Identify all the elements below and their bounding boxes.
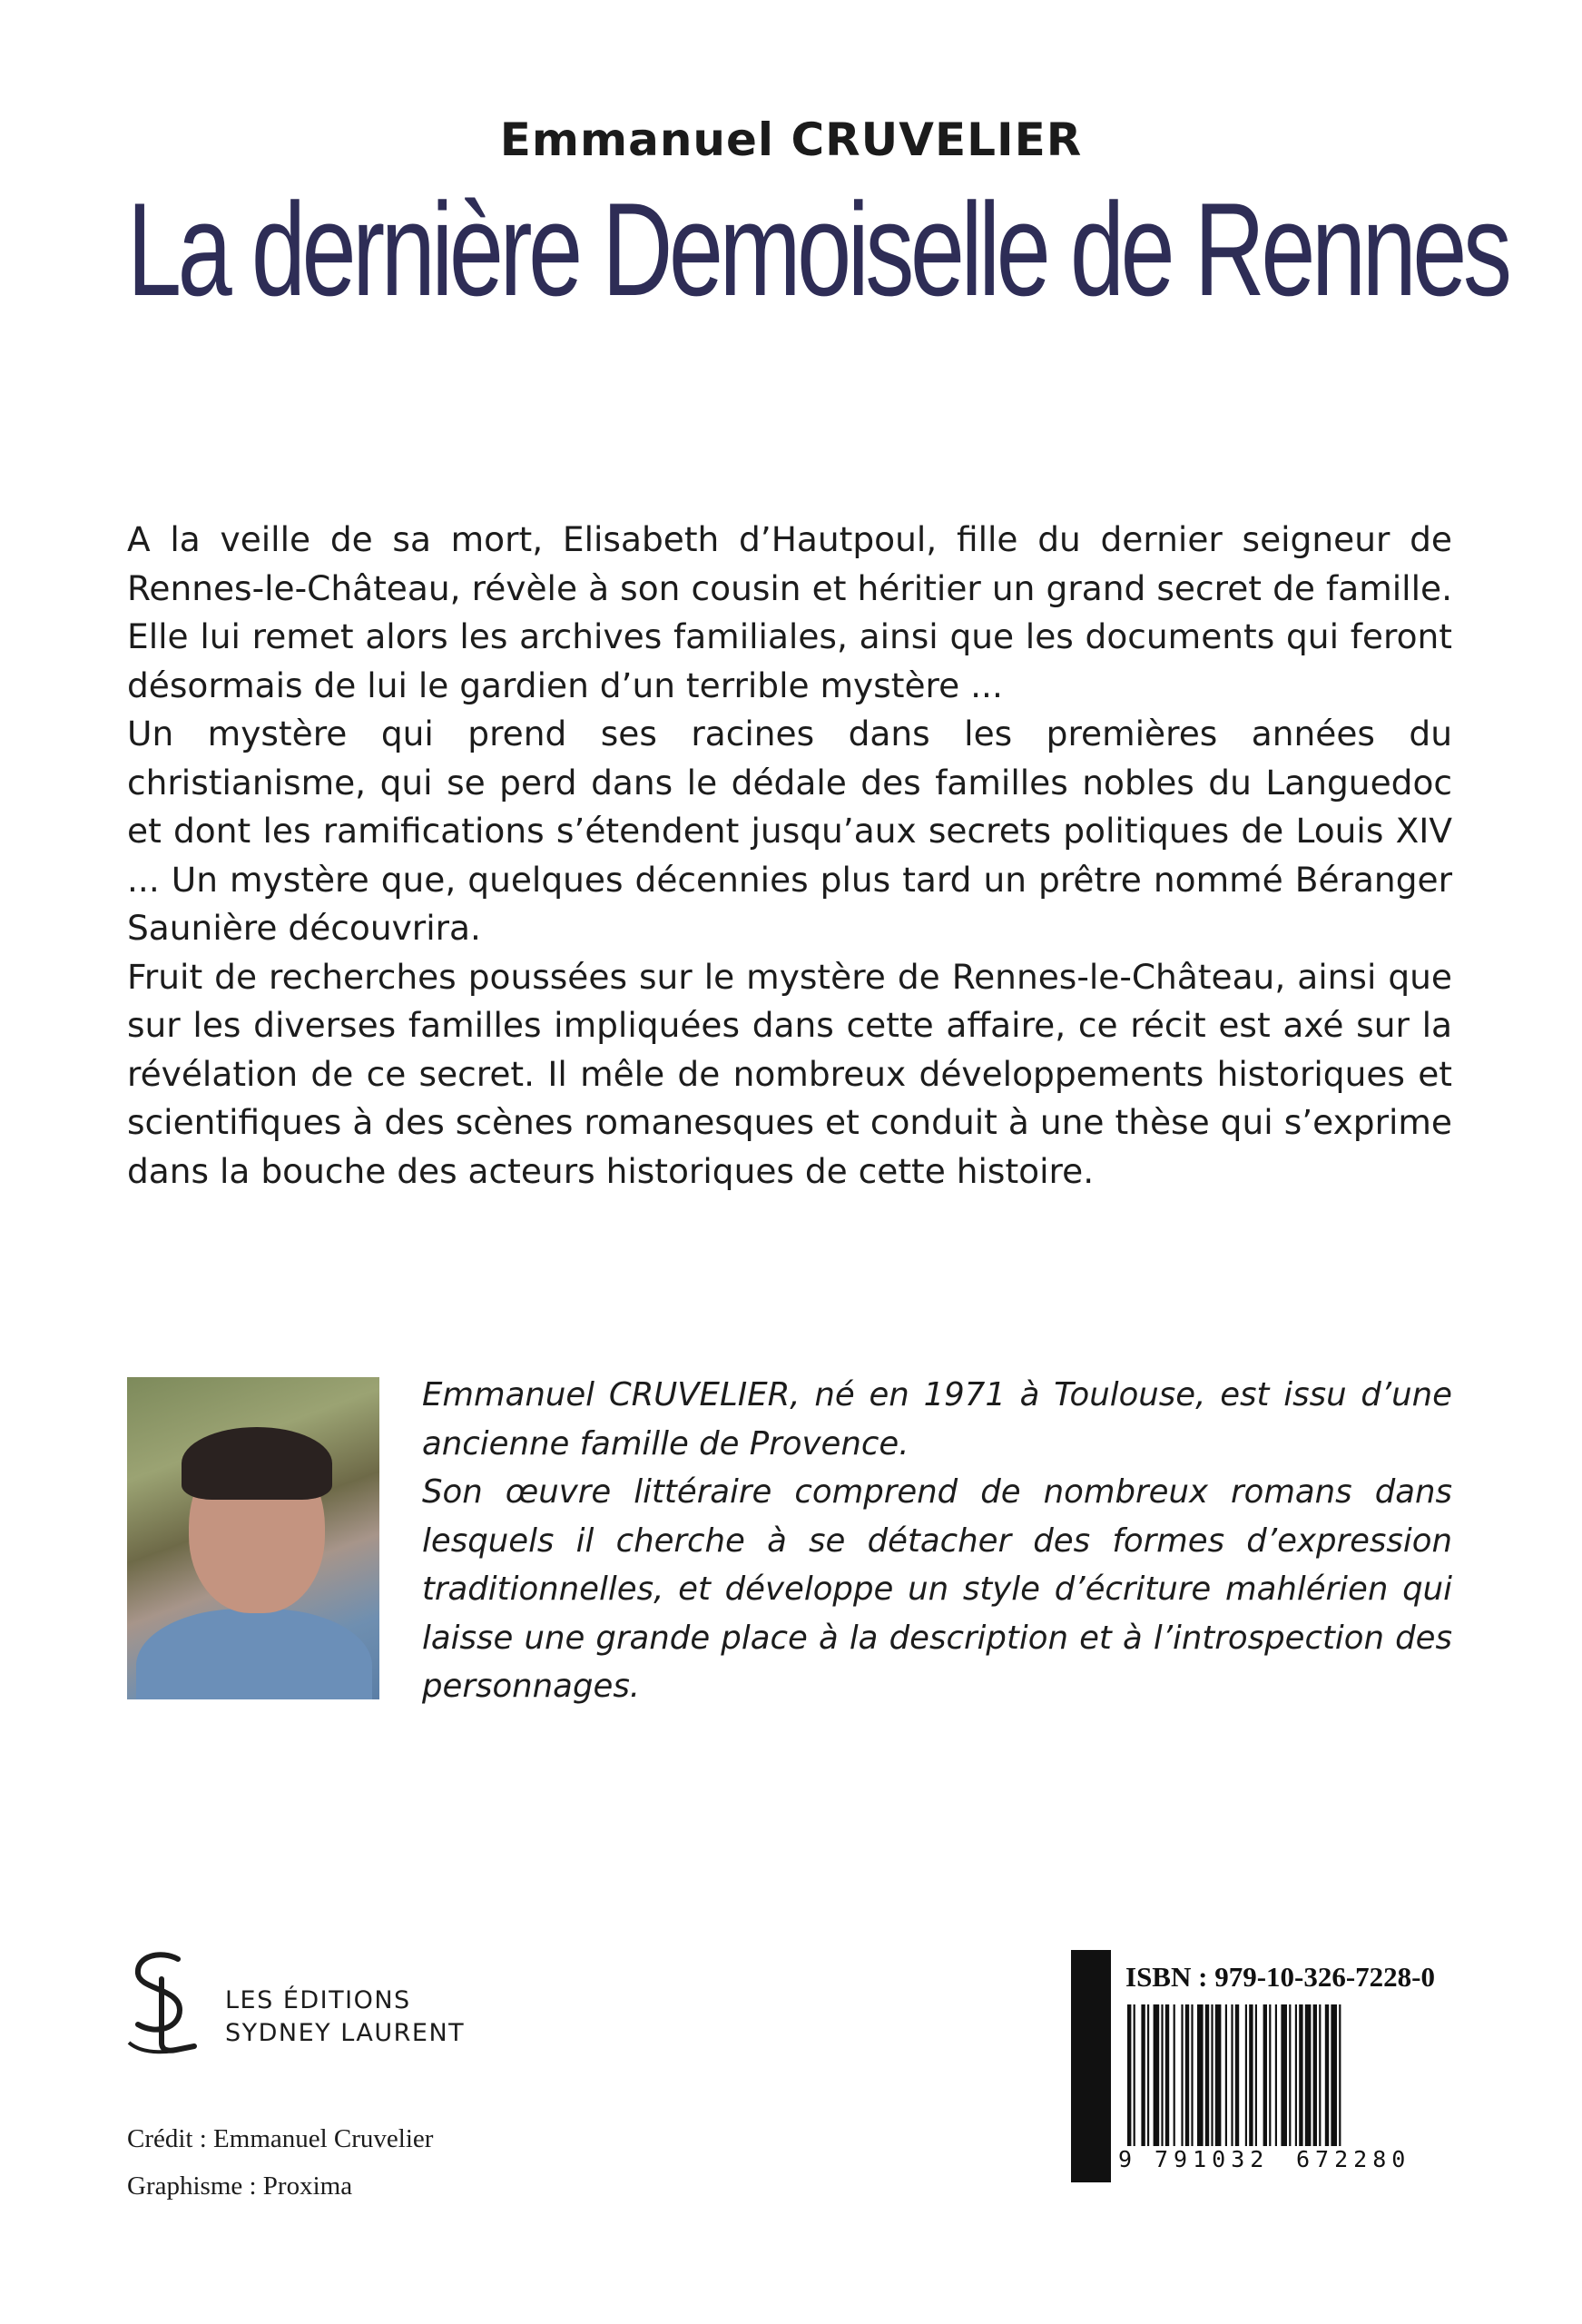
barcode-block — [1071, 1950, 1452, 2182]
barcode-icon — [1127, 2004, 1418, 2146]
sl-monogram-icon — [125, 1952, 198, 2056]
barcode-stripe — [1174, 2004, 1175, 2146]
isbn-label: ISBN : 979-10-326-7228-0 — [1125, 1961, 1435, 1993]
barcode-stripe — [1305, 2004, 1312, 2146]
barcode-stripe — [1331, 2004, 1337, 2146]
barcode-stripe — [1325, 2004, 1329, 2146]
barcode-stripe — [1339, 2004, 1341, 2146]
barcode-stripe — [1281, 2004, 1287, 2146]
barcode-stripe — [1313, 2004, 1317, 2146]
barcode-stripe — [1185, 2004, 1189, 2146]
barcode-digit-right: 672280 — [1296, 2146, 1411, 2172]
barcode-stripe — [1205, 2004, 1209, 2146]
barcode-stripe — [1127, 2004, 1131, 2146]
back-cover-blurb — [127, 516, 1452, 1196]
barcode-stripe — [1141, 2004, 1145, 2146]
barcode-digit-prefix: 9 — [1118, 2146, 1133, 2172]
publisher-line-2: SYDNEY LAURENT — [225, 2019, 466, 2047]
blurb-paragraph: Fruit de recherches poussées sur le mystère de Rennes-le-Château, ainsi que sur les diverses familles impliquées dans cette affaire, ce récit est axé sur la révélation de ce secret. Il mêle de nombreux développements historiques et scientifiques à des scènes romanesques et conduit à une thèse qui s’exprime dans la bouche des acteurs historiques de cette histoire. — [127, 956, 1452, 1191]
photo-credit: Crédit : Emmanuel Cruvelier — [127, 2124, 434, 2153]
barcode-digit-left: 791032 — [1155, 2146, 1270, 2172]
barcode-stripe — [1255, 2004, 1257, 2146]
barcode-stripe — [1147, 2004, 1149, 2146]
barcode-stripe — [1154, 2004, 1160, 2146]
barcode-stripe — [1211, 2004, 1213, 2146]
barcode-stripe — [1245, 2004, 1247, 2146]
barcode-stripe — [1235, 2004, 1239, 2146]
blurb-paragraph: A la veille de sa mort, Elisabeth d’Hautpoul, fille du dernier seigneur de Rennes-le-Château, révèle à son cousin et héritier un grand secret de famille. Elle lui remet alors les archives familiales, ainsi que les documents qui feront désormais de lui le gardien d’un terrible mystère ... — [127, 519, 1452, 705]
author-name: Emmanuel CRUVELIER — [499, 113, 1083, 166]
barcode-stripe — [1249, 2004, 1253, 2146]
credits — [127, 2115, 433, 2210]
barcode-stripe — [1197, 2004, 1204, 2146]
barcode-stripe — [1134, 2004, 1135, 2146]
author-photo — [127, 1377, 379, 1699]
design-credit: Graphisme : Proxima — [127, 2171, 353, 2201]
barcode-stripe — [1319, 2004, 1321, 2146]
barcode-stripe — [1299, 2004, 1302, 2146]
barcode-stripe — [1269, 2004, 1271, 2146]
barcode-stripe — [1289, 2004, 1291, 2146]
publisher-line-1: LES ÉDITIONS — [225, 1986, 411, 2014]
bio-paragraph: Son œuvre littéraire comprend de nombreux romans dans lesquels il cherche à se détacher des formes d’expression traditionnelles, et développe un style d’écriture mahlérien qui laisse une grande place à la description et à l’introspection des personnages. — [422, 1473, 1452, 1705]
publisher-name — [225, 1984, 465, 2050]
barcode-stripe — [1215, 2004, 1222, 2146]
blurb-paragraph: Un mystère qui prend ses racines dans les premières années du christianisme, qui se perd dans le dédale des familles nobles du Languedoc et dont les ramifications s’étendent jusqu’aux secrets politiques de Louis XIV ... Un mystère que, quelques décennies plus tard un prêtre nommé Béranger Saunière découvrira. — [127, 714, 1452, 948]
barcode-stripe — [1181, 2004, 1183, 2146]
barcode-stripe — [1165, 2004, 1169, 2146]
barcode-stripe — [1295, 2004, 1297, 2146]
barcode-stripe — [1275, 2004, 1277, 2146]
barcode-stripe — [1263, 2004, 1267, 2146]
barcode-side-bar — [1071, 1950, 1111, 2182]
barcode-stripe — [1191, 2004, 1193, 2146]
bio-paragraph: Emmanuel CRUVELIER, né en 1971 à Toulouse, est issu d’une ancienne famille de Provence. — [422, 1376, 1452, 1462]
barcode-stripe — [1161, 2004, 1163, 2146]
barcode-stripe — [1225, 2004, 1227, 2146]
author-bio — [422, 1371, 1452, 1711]
book-title: La dernière Demoiselle de Rennes — [127, 175, 1508, 323]
barcode-stripe — [1231, 2004, 1233, 2146]
